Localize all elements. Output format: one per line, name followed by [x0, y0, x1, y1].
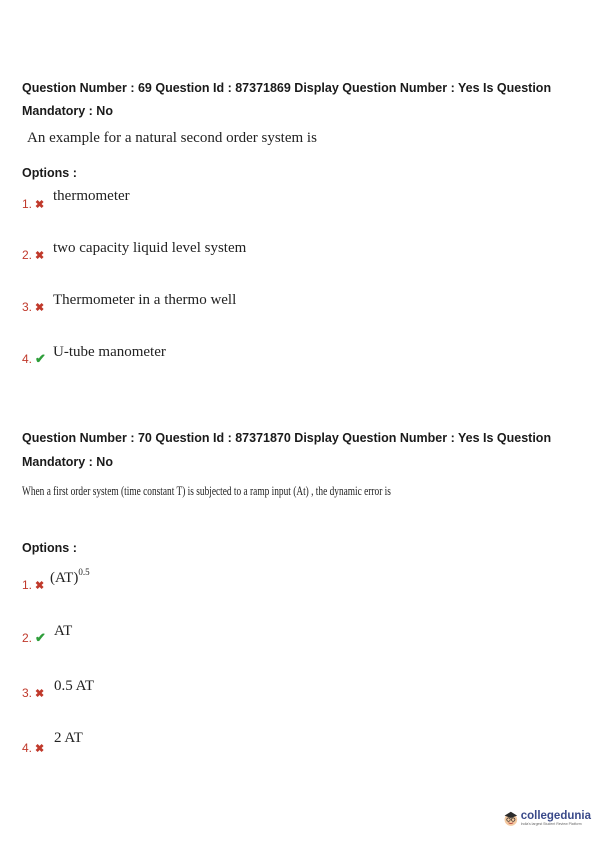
collegedunia-logo [503, 807, 591, 829]
q69-option-4-number: 4. ✔ [22, 351, 46, 366]
cross-icon: ✖ [35, 250, 45, 262]
logo-name: collegedunia [520, 809, 591, 822]
q69-option-1-number: 1. ✖ [22, 197, 45, 211]
cross-icon: ✖ [35, 688, 45, 700]
q70-option-3-text: 0.5 AT [54, 678, 95, 694]
question-70-header-line2: Mandatory : No [22, 455, 113, 469]
check-icon: ✔ [35, 630, 46, 645]
q70-option-1-text: (AT)$^{0.5}$ [50, 567, 90, 586]
q70-option-1-exponent: 0.5 [78, 567, 90, 577]
question-69-options-label: Options : [22, 166, 77, 180]
q69-option-3-number: 3. ✖ [22, 300, 45, 314]
cross-icon: ✖ [35, 199, 45, 211]
question-69-header-line1: Question Number : 69 Question Id : 87371869 Display Question Number : Yes Is Question [22, 81, 552, 95]
q70-option-2-number: 2. ✔ [22, 630, 46, 645]
q69-option-3-text: Thermometer in a thermo well [53, 292, 237, 308]
mascot-icon [503, 807, 519, 829]
cross-icon: ✖ [35, 743, 45, 755]
q69-option-4-text: U-tube manometer [53, 344, 166, 360]
cross-icon: ✖ [35, 302, 45, 314]
question-70-header-line1: Question Number : 70 Question Id : 87371870 Display Question Number : Yes Is Question [22, 431, 552, 445]
cross-icon: ✖ [35, 580, 45, 592]
question-70-options-label: Options : [22, 541, 77, 555]
q70-option-1-number: 1. ✖ [22, 578, 45, 592]
question-69-header-line2: Mandatory : No [22, 104, 113, 118]
question-70-text: When a first order system (time constant T) is subjected to a ramp input (At) , the dynamic error is [22, 483, 391, 498]
q70-option-4-number: 4. ✖ [22, 741, 45, 755]
q69-option-2-text: two capacity liquid level system [53, 240, 247, 256]
q70-option-3-number: 3. ✖ [22, 686, 45, 700]
question-69-text: An example for a natural second order system is [27, 130, 317, 146]
logo-tagline: India's largest Student Review Platform [520, 821, 582, 826]
check-icon: ✔ [35, 351, 46, 366]
q69-option-2-number: 2. ✖ [22, 248, 45, 262]
q70-option-4-text: 2 AT [54, 730, 83, 746]
q70-option-2-text: AT [54, 623, 73, 639]
q69-option-1-text: thermometer [53, 188, 130, 204]
